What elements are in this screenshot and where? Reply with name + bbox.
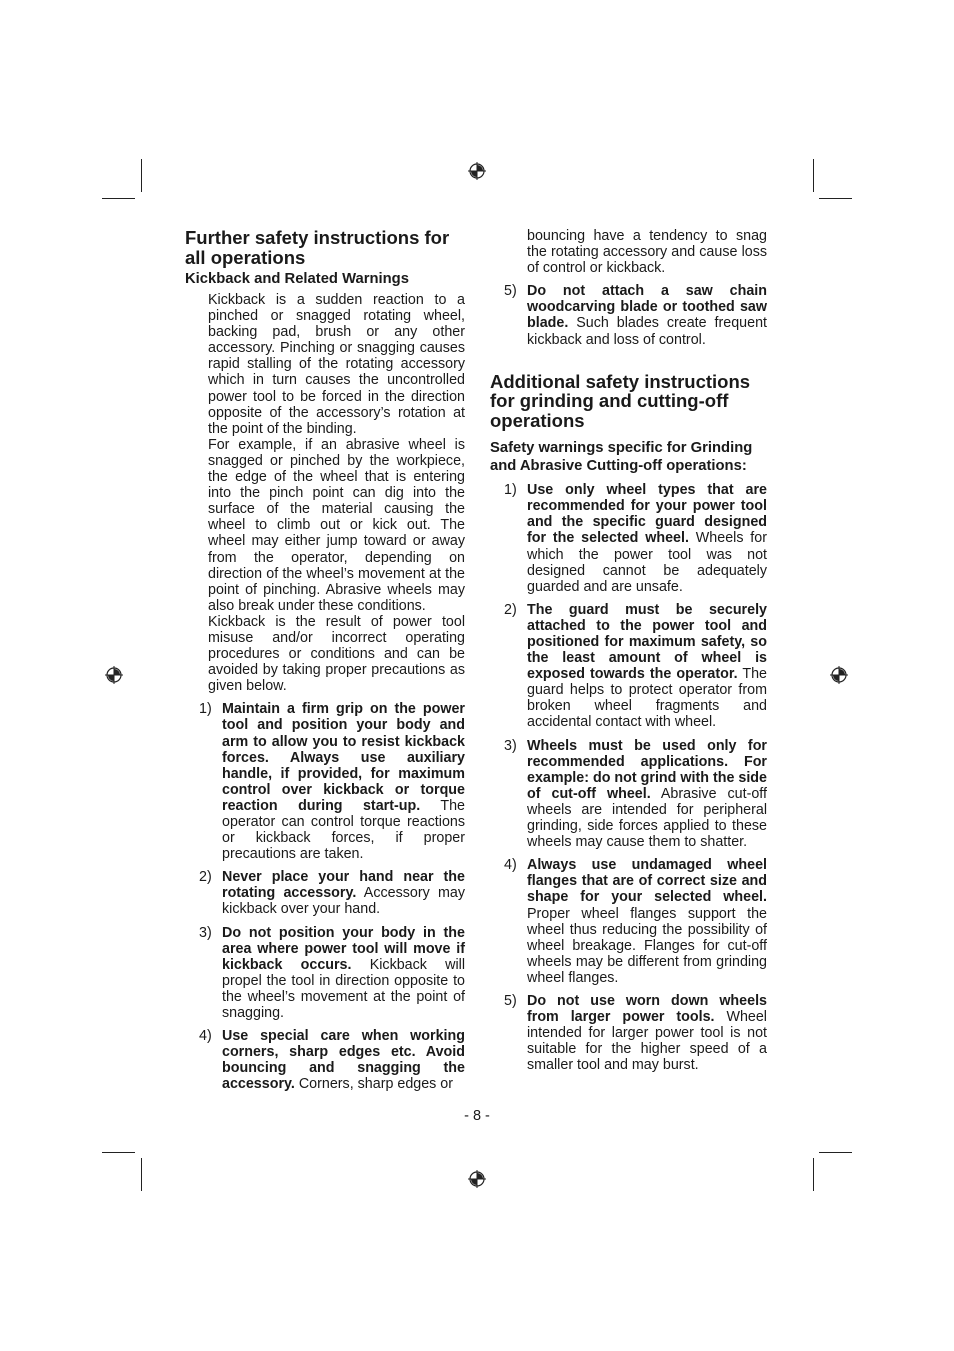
item-bold-text: The guard must be securely attached to the power tool and positioned for maximum safety, so the least amount of wheel is exposed towards the operator. — [527, 601, 767, 683]
item-bold-text: Wheels must be used only for recommended applications. For example: do not grind with the side of cut-off wheel. — [527, 737, 767, 802]
section-heading: Additional safety instructions for grinding and cutting-off operations — [490, 370, 751, 431]
list-number: 4) — [199, 1028, 212, 1045]
left-column — [185, 228, 465, 1093]
item-text: The guard helps to protect operator from broken wheel fragments and accidental contact with wheel. — [527, 666, 767, 731]
crop-mark-bottom-left-v — [141, 1158, 142, 1191]
item-bold-text: Do not attach a saw chain woodcarving blade or toothed saw blade. — [527, 283, 767, 332]
item-text: Such blades create frequent kickback and loss of control. — [527, 315, 767, 348]
list-number: 3) — [199, 924, 212, 941]
crop-mark-top-left-v — [141, 159, 142, 192]
item-bold-text: Do not use worn down wheels from larger power tools. — [527, 992, 767, 1026]
item-text: Corners, sharp edges or — [294, 1076, 454, 1093]
item-bold-text: Never place your hand near the rotating accessory. — [222, 869, 465, 902]
item-bold-text: Use special care when working corners, sharp edges etc. Avoid bouncing and snagging the accessory. — [222, 1028, 465, 1093]
registration-mark-icon — [468, 1170, 486, 1188]
item-bold-text: Maintain a firm grip on the power tool and position your body and arm to allow you to resist kickback forces. Always use auxiliary handle, if provided, for maximum control over kickback or torque reaction during start-up. — [222, 701, 465, 814]
item-text: The operator can control torque reactions or kickback forces, if proper precautions are taken. — [222, 797, 465, 863]
warning-list — [185, 701, 465, 1092]
list-number: 1) — [504, 482, 517, 499]
right-column — [490, 228, 767, 1073]
warning-list — [490, 283, 767, 347]
item-text: Wheel intended for larger power tool is not suitable for the higher speed of a smaller tool and may burst. — [527, 1009, 767, 1074]
list-number: 3) — [504, 737, 517, 754]
list-item — [185, 869, 465, 917]
continuation-text: bouncing have a tendency to snag the rotating accessory and cause loss of control or kickback. — [527, 228, 767, 277]
crop-mark-bottom-right-v — [813, 1158, 814, 1191]
list-item — [490, 482, 767, 595]
item-text: Accessory may kickback over your hand. — [222, 885, 465, 918]
item-bold-text: Use only wheel types that are recommended for your power tool and the specific guard designed for the selected wheel. — [527, 482, 767, 547]
list-item — [185, 925, 465, 1022]
list-number: 4) — [504, 857, 517, 874]
registration-mark-icon — [105, 666, 123, 684]
list-item — [185, 701, 465, 862]
crop-mark-top-left-h — [102, 198, 135, 199]
item-bold-text: Always use undamaged wheel flanges that are of correct size and shape for your selected wheel. — [527, 857, 767, 906]
list-item — [185, 1028, 465, 1092]
list-number: 2) — [199, 869, 212, 886]
list-item — [490, 738, 767, 851]
list-item — [490, 283, 767, 347]
warning-list — [490, 482, 767, 1073]
list-number: 5) — [504, 992, 517, 1009]
item-text: Proper wheel flanges support the wheel thus reducing the possibility of wheel breakage. Flanges for cut-off wheels may be different from grinding wheel flanges. — [527, 905, 767, 986]
crop-mark-bottom-left-h — [102, 1152, 135, 1153]
section-subheading: Kickback and Related Warnings — [185, 271, 409, 287]
list-number: 2) — [504, 601, 517, 618]
body-paragraph: Kickback is the result of power tool misuse and/or incorrect operating procedures or conditions and can be avoided by taking proper precautions as given below. — [208, 613, 465, 695]
list-item — [490, 602, 767, 731]
item-bold-text: Do not position your body in the area where power tool will move if kickback occurs. — [222, 924, 465, 973]
item-text: Kickback will propel the tool in direction opposite to the wheel’s movement at the point of snagging. — [222, 956, 465, 1022]
list-number: 1) — [199, 701, 212, 718]
body-paragraph: Kickback is a sudden reaction to a pinched or snagged rotating wheel, backing pad, brush or any other accessory. Pinching or snagging causes rapid stalling of the rotating accessory which in turn causes the uncontrolled power tool to be forced in the direction opposite of the accessory’s rotation at the point of the binding. — [208, 292, 465, 437]
list-item — [490, 857, 767, 986]
registration-mark-icon — [468, 162, 486, 180]
item-text: Wheels for which the power tool was not designed cannot be adequately guarded and are unsafe. — [527, 530, 767, 595]
body-paragraph: For example, if an abrasive wheel is snagged or pinched by the workpiece, the edge of the wheel that is entering into the pinch point can dig into the surface of the material causing the wheel to climb out or kick out. The wheel may either jump toward or away from the operator, depending on direction of the wheel’s movement at the point of pinching. Abrasive wheels may also break under these conditions. — [208, 436, 465, 614]
section-subheading: Safety warnings specific for Grinding and Abrasive Cutting-off operations: — [490, 440, 753, 475]
crop-mark-top-right-v — [813, 159, 814, 192]
registration-mark-icon — [830, 666, 848, 684]
list-item — [490, 993, 767, 1073]
item-text: Abrasive cut-off wheels are intended for peripheral grinding, side forces applied to these wheels may cause them to shatter. — [527, 785, 767, 851]
list-number: 5) — [504, 283, 517, 300]
section-heading: Further safety instructions for all operations — [185, 227, 450, 268]
crop-mark-top-right-h — [819, 198, 852, 199]
crop-mark-bottom-right-h — [819, 1152, 852, 1153]
page-number: - 8 - — [464, 1108, 490, 1124]
